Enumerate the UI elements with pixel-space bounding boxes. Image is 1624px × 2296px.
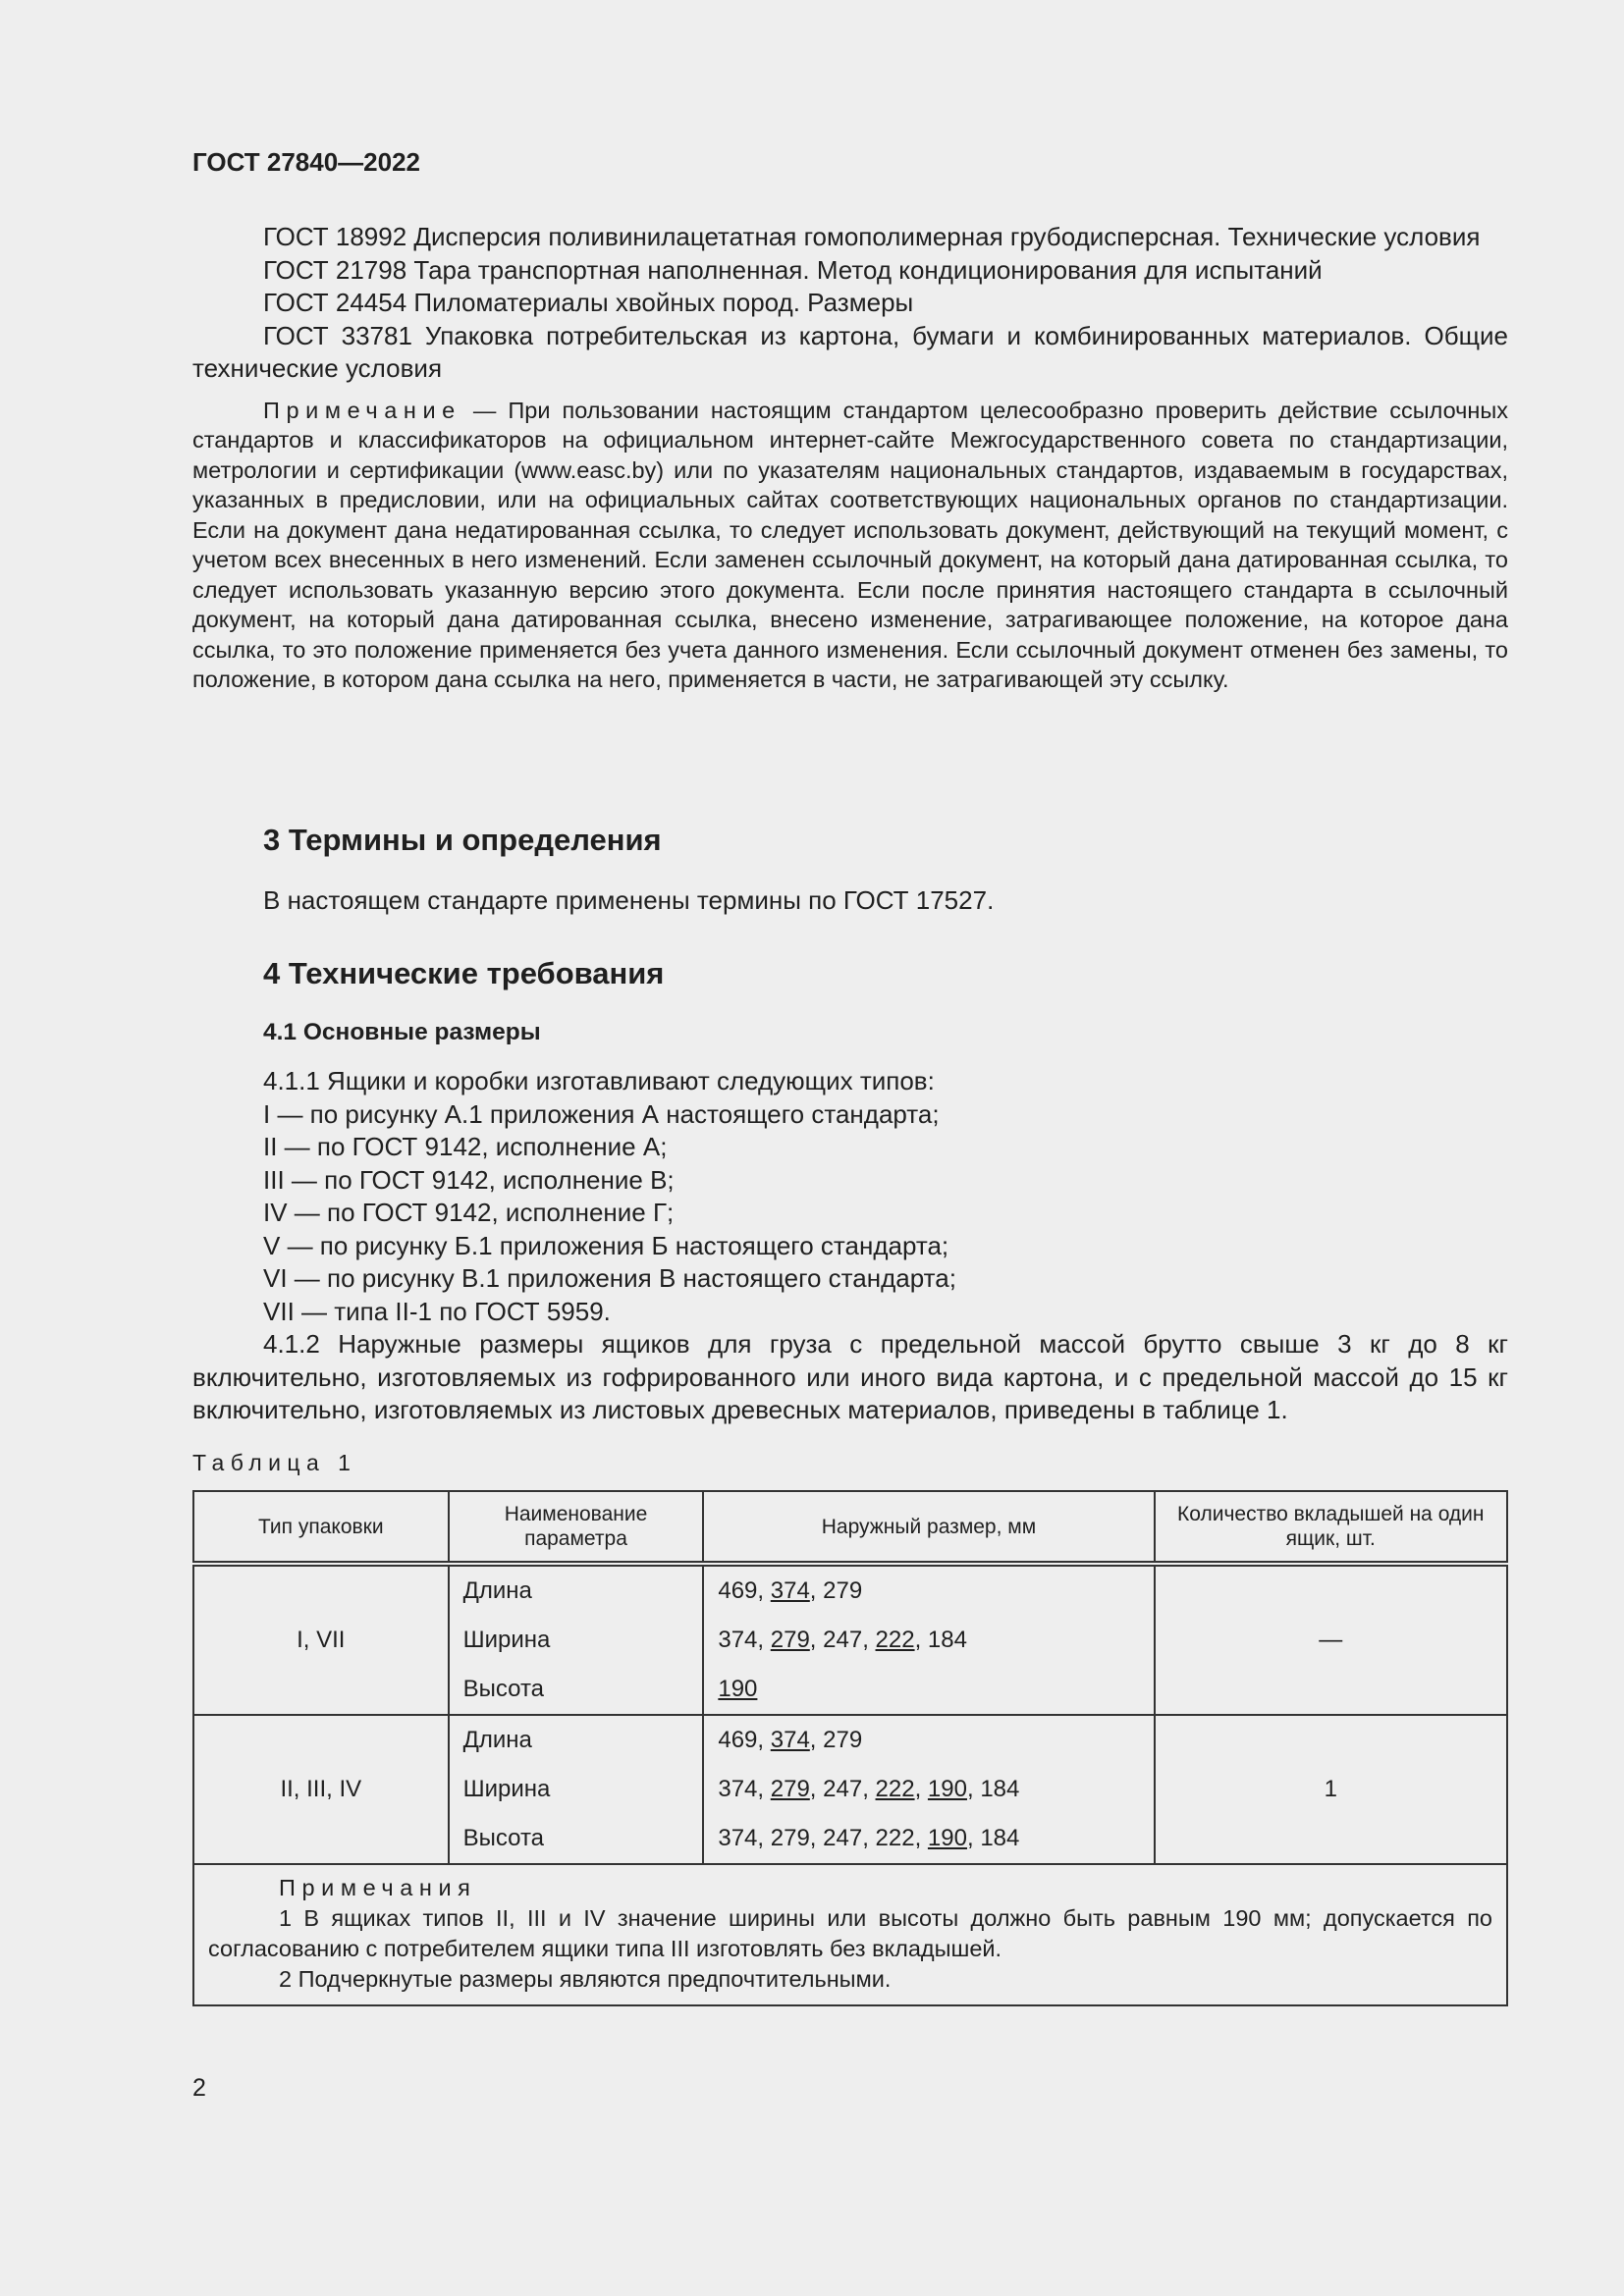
table-1 bbox=[192, 1490, 1508, 2006]
preferred-size-value: 374 bbox=[770, 1727, 810, 1753]
table-row bbox=[193, 1564, 1507, 1616]
param-cell: Ширина bbox=[449, 1765, 704, 1814]
references-note bbox=[192, 396, 1508, 695]
size-cell: 374, 279, 247, 222, 190, 184 bbox=[703, 1765, 1154, 1814]
table-notes-row bbox=[193, 1864, 1507, 2005]
table-note: 2 Подчеркнутые размеры являются предпочтительными. bbox=[279, 1966, 892, 1992]
table-notes bbox=[193, 1864, 1507, 2005]
table-header-row bbox=[193, 1491, 1507, 1564]
param-cell: Высота bbox=[449, 1814, 704, 1864]
table-caption: Таблица 1 bbox=[192, 1450, 357, 1475]
types-list-item: I — по рисунку А.1 приложения А настоящего стандарта; bbox=[263, 1098, 940, 1129]
note-text: — При пользовании настоящим стандартом целесообразно проверить действие ссылочных стандартов и классификаторов на официальном интернет-сайте Межгосударственного совета по стандартизации, метрологии и сертификации (www.easc.by) или по указателям национальных стандартов, издаваемым в государствах, указанных в предисловии, или на официальных сайтах соответствующих национальных органов по стандартизации. Если на документ дана недатированная ссылка, то следует использовать документ, действующий на текущий момент, с учетом всех внесенных в него изменений. Если заменен ссылочный документ, на который дана датированная ссылка, то следует использовать указанную версию этого документа. Если после принятия настоящего стандарта в ссылочный документ, на который дана датированная ссылка, внесено изменение, затрагивающее положение, на которое дана ссылка, то это положение применяется без учета данного изменения. Если ссылочный документ отменен без замены, то положение, в котором дана ссылка на него, применяется в части, не затрагивающей эту ссылку. bbox=[192, 397, 1508, 692]
param-cell: Ширина bbox=[449, 1616, 704, 1665]
reference-item: ГОСТ 21798 Тара транспортная наполненная. Метод кондиционирования для испытаний bbox=[263, 254, 1323, 285]
notes-label: Примечания bbox=[279, 1875, 477, 1900]
size-cell: 469, 374, 279 bbox=[703, 1715, 1154, 1765]
size-value: 469 bbox=[718, 1727, 758, 1753]
reference-item: ГОСТ 24454 Пиломатериалы хвойных пород. Размеры bbox=[263, 288, 914, 317]
preferred-size-value: 222 bbox=[875, 1776, 915, 1802]
document-header: ГОСТ 27840—2022 bbox=[192, 147, 420, 177]
size-value: 247 bbox=[823, 1776, 863, 1802]
size-value: 374 bbox=[718, 1627, 758, 1653]
preferred-size-value: 279 bbox=[770, 1627, 810, 1653]
types-list-item: II — по ГОСТ 9142, исполнение А; bbox=[263, 1132, 668, 1161]
preferred-size-value: 374 bbox=[770, 1577, 810, 1604]
clause-4-1-1: 4.1.1 Ящики и коробки изготавливают следующих типов: bbox=[263, 1066, 935, 1095]
count-cell: — bbox=[1155, 1564, 1507, 1715]
types-list bbox=[192, 1098, 1508, 1329]
header-cell: Наружный размер, мм bbox=[703, 1491, 1154, 1564]
size-value: 374 bbox=[718, 1825, 758, 1851]
type-cell: II, III, IV bbox=[193, 1715, 449, 1864]
types-list-item: III — по ГОСТ 9142, исполнение В; bbox=[263, 1164, 675, 1195]
param-cell: Длина bbox=[449, 1564, 704, 1616]
subsection-4-1-title: 4.1 Основные размеры bbox=[263, 1019, 541, 1045]
section-3-title: 3 Термины и определения bbox=[263, 823, 662, 857]
preferred-size-value: 190 bbox=[927, 1776, 967, 1802]
types-list-item: V — по рисунку Б.1 приложения Б настоящего стандарта; bbox=[263, 1230, 949, 1260]
clause-4-1-2: 4.1.2 Наружные размеры ящиков для груза с предельной массой брутто свыше 3 кг до 8 кг включительно, изготовляемых из гофрированного или иного вида картона, и с предельной массой до 15 кг включительно, изготовляемых из листовых древесных материалов, приведены в таблице 1. bbox=[192, 1329, 1508, 1424]
size-cell: 374, 279, 247, 222, 190, 184 bbox=[703, 1814, 1154, 1864]
note-label: Примечание bbox=[263, 397, 461, 423]
header-cell: Наименование параметра bbox=[449, 1491, 704, 1564]
param-cell: Длина bbox=[449, 1715, 704, 1765]
size-cell: 374, 279, 247, 222, 184 bbox=[703, 1616, 1154, 1665]
size-value: 279 bbox=[823, 1727, 863, 1753]
count-cell: 1 bbox=[1155, 1715, 1507, 1864]
types-list-item: IV — по ГОСТ 9142, исполнение Г; bbox=[263, 1198, 675, 1227]
types-list-item: VII — типа II-1 по ГОСТ 5959. bbox=[263, 1296, 611, 1326]
preferred-size-value: 190 bbox=[718, 1676, 758, 1702]
types-list-item: VI — по рисунку В.1 приложения В настоящего стандарта; bbox=[263, 1263, 956, 1293]
size-value: 184 bbox=[927, 1627, 967, 1653]
preferred-size-value: 222 bbox=[875, 1627, 915, 1653]
param-cell: Высота bbox=[449, 1665, 704, 1715]
size-value: 184 bbox=[980, 1776, 1020, 1802]
size-value: 279 bbox=[770, 1825, 810, 1851]
size-value: 222 bbox=[875, 1825, 915, 1851]
header-cell: Количество вкладышей на один ящик, шт. bbox=[1155, 1491, 1507, 1564]
preferred-size-value: 190 bbox=[927, 1825, 967, 1851]
section-4-title: 4 Технические требования bbox=[263, 956, 665, 990]
size-value: 469 bbox=[718, 1577, 758, 1604]
page-number: 2 bbox=[192, 2074, 206, 2102]
size-value: 279 bbox=[823, 1577, 863, 1604]
table-row bbox=[193, 1715, 1507, 1765]
type-cell: I, VII bbox=[193, 1564, 449, 1715]
header-cell: Тип упаковки bbox=[193, 1491, 449, 1564]
size-value: 247 bbox=[823, 1627, 863, 1653]
reference-item: ГОСТ 33781 Упаковка потребительская из картона, бумаги и комбинированных материалов. Общие технические условия bbox=[192, 320, 1508, 383]
size-cell bbox=[703, 1665, 1154, 1715]
section-3-text: В настоящем стандарте применены термины по ГОСТ 17527. bbox=[263, 885, 995, 915]
size-value: 374 bbox=[718, 1776, 758, 1802]
reference-item: ГОСТ 18992 Дисперсия поливинилацетатная гомополимерная грубодисперсная. Технические условия bbox=[263, 222, 1481, 251]
normative-references bbox=[192, 221, 1508, 695]
table-note: 1 В ящиках типов II, III и IV значение ширины или высоты должно быть равным 190 мм; допускается по согласованию с потребителем ящики типа III изготовлять без вкладышей. bbox=[208, 1905, 1492, 1961]
section-4-1-body bbox=[192, 1065, 1508, 1427]
size-cell: 469, 374, 279 bbox=[703, 1564, 1154, 1616]
preferred-size-value: 279 bbox=[770, 1776, 810, 1802]
size-value: 247 bbox=[823, 1825, 863, 1851]
size-value: 184 bbox=[980, 1825, 1020, 1851]
